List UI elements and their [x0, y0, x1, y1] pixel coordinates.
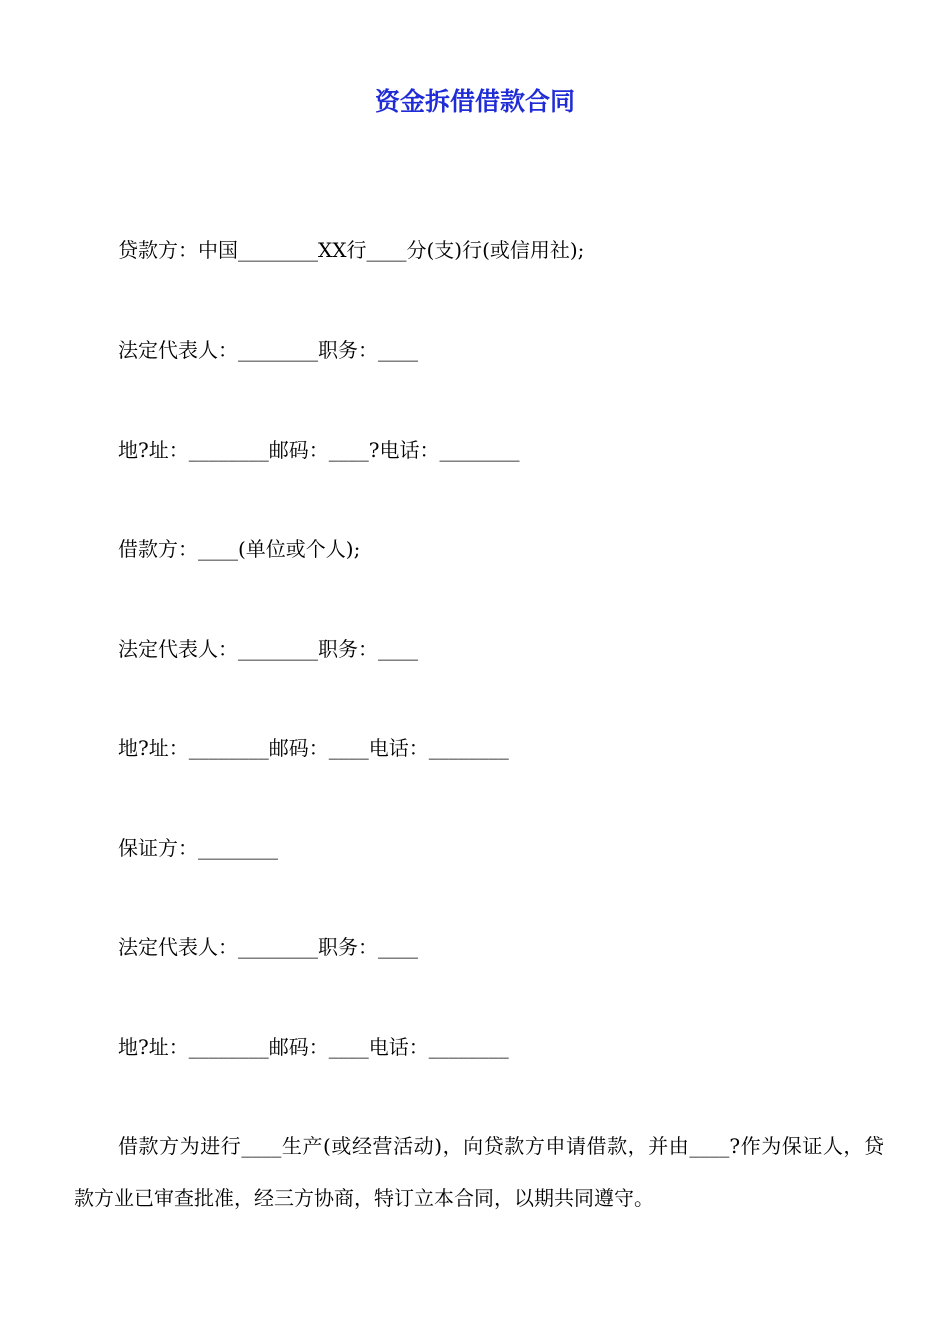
guarantor-line: 保证方：________	[118, 836, 278, 860]
guarantor-representative-line: 法定代表人：________职务：____	[118, 935, 418, 959]
lender-representative-line: 法定代表人：________职务：____	[118, 338, 418, 362]
document-title: 资金拆借借款合同	[374, 87, 575, 116]
borrower-line: 借款方：____(单位或个人);	[118, 537, 361, 561]
lender-address-line: 地?址：________邮码：____?电话：________	[118, 438, 520, 462]
borrower-representative-line: 法定代表人：________职务：____	[118, 637, 418, 661]
guarantor-address-line: 地?址：________邮码：____电话：________	[118, 1035, 509, 1059]
borrower-address-line: 地?址：________邮码：____电话：________	[118, 736, 509, 760]
contract-preamble-paragraph: 借款方为进行____生产(或经营活动)，向贷款方申请借款，并由____?作为保证人，贷款方业已审查批准，经三方协商，特订立本合同，以期共同遵守。	[74, 1134, 884, 1210]
lender-line: 贷款方：中国________XX行____分(支)行(或信用社);	[118, 238, 585, 262]
